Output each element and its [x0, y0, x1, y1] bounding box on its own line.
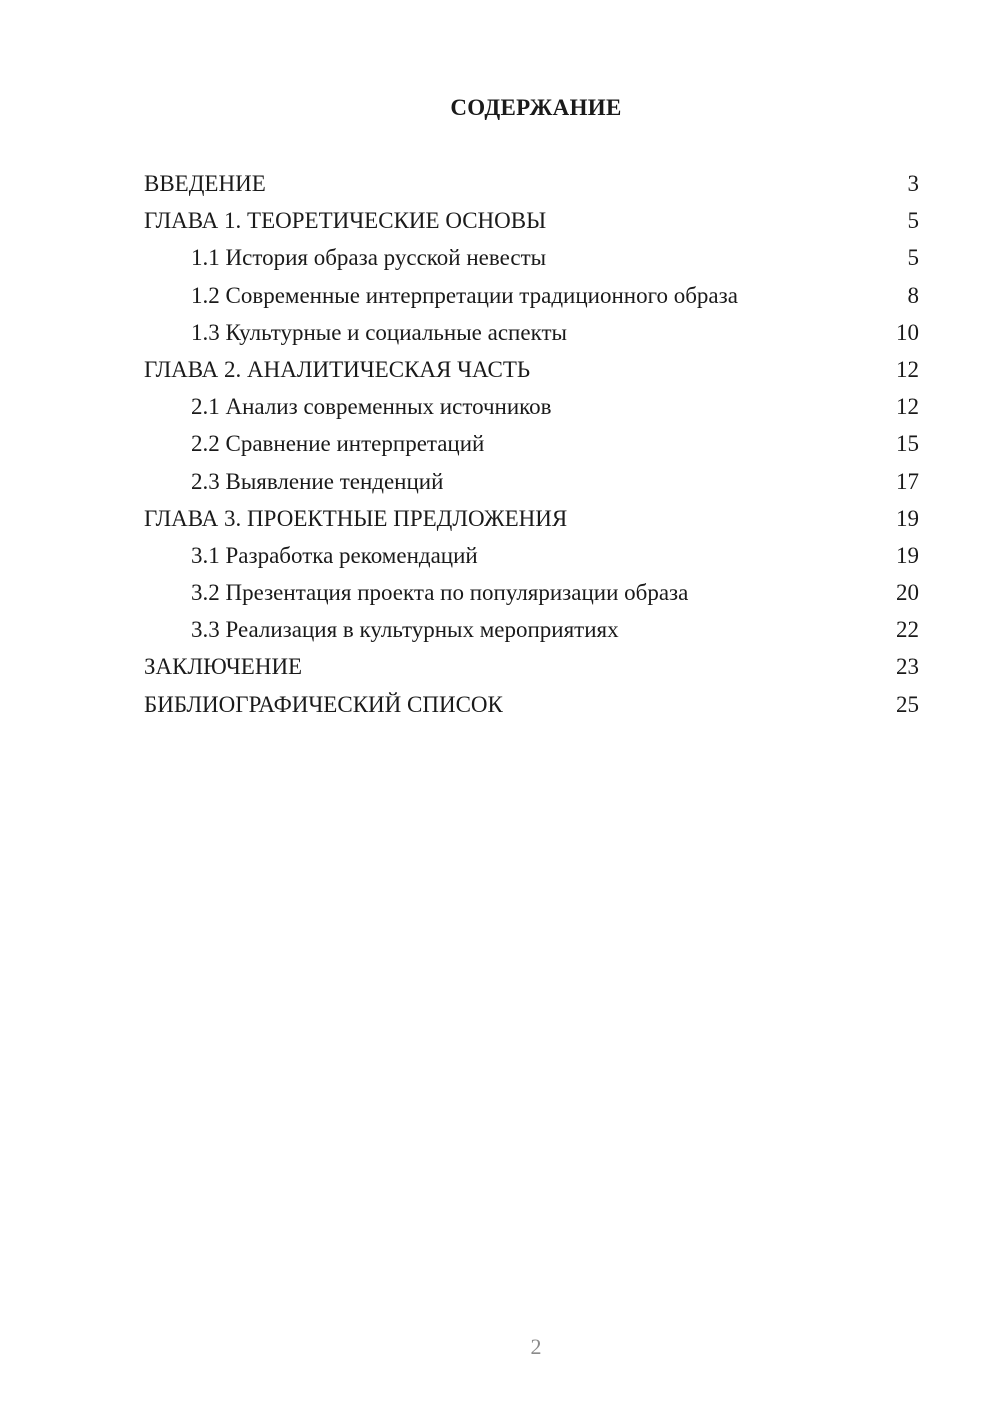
- toc-entry-label: 1.2 Современные интерпретации традиционного образа: [191, 282, 738, 308]
- toc-entry-chapter-1[interactable]: [144, 205, 919, 242]
- toc-entry-page: 12: [896, 394, 919, 420]
- toc-entry-chapter-3[interactable]: [144, 503, 919, 540]
- toc-entry-section-1-1[interactable]: [144, 242, 919, 279]
- toc-entry-page: 8: [907, 282, 919, 308]
- table-of-contents: [144, 168, 919, 726]
- toc-entry-page: 19: [896, 505, 919, 531]
- toc-entry-section-3-2[interactable]: [144, 577, 919, 614]
- toc-entry-label: 1.1 История образа русской невесты: [191, 245, 547, 271]
- toc-title: СОДЕРЖАНИЕ: [450, 95, 622, 120]
- toc-entry-page: 22: [896, 617, 919, 643]
- toc-entry-label: 3.1 Разработка рекомендаций: [191, 542, 478, 568]
- toc-entry-label: ГЛАВА 3. ПРОЕКТНЫЕ ПРЕДЛОЖЕНИЯ: [144, 505, 568, 531]
- toc-entry-section-2-2[interactable]: [144, 428, 919, 465]
- toc-entry-label: 2.1 Анализ современных источников: [191, 394, 552, 420]
- toc-entry-label: БИБЛИОГРАФИЧЕСКИЙ СПИСОК: [144, 691, 503, 717]
- toc-entry-page: 25: [896, 691, 919, 717]
- toc-entry-label: ГЛАВА 1. ТЕОРЕТИЧЕСКИЕ ОСНОВЫ: [144, 208, 547, 234]
- toc-entry-section-1-3[interactable]: [144, 317, 919, 354]
- toc-entry-label: 2.3 Выявление тенденций: [191, 468, 444, 494]
- toc-entry-section-1-2[interactable]: [144, 280, 919, 317]
- toc-entry-introduction[interactable]: [144, 168, 919, 205]
- toc-entry-section-2-3[interactable]: [144, 466, 919, 503]
- toc-entry-page: 19: [896, 542, 919, 568]
- toc-entry-label: ГЛАВА 2. АНАЛИТИЧЕСКАЯ ЧАСТЬ: [144, 356, 531, 382]
- toc-entry-conclusion[interactable]: [144, 651, 919, 688]
- toc-entry-label: ЗАКЛЮЧЕНИЕ: [144, 654, 303, 680]
- toc-entry-section-3-1[interactable]: [144, 540, 919, 577]
- toc-entry-chapter-2[interactable]: [144, 354, 919, 391]
- toc-entry-label: 3.2 Презентация проекта по популяризации образа: [191, 580, 689, 606]
- toc-entry-label: 2.2 Сравнение интерпретаций: [191, 431, 485, 457]
- toc-entry-page: 20: [896, 580, 919, 606]
- toc-entry-page: 23: [896, 654, 919, 680]
- toc-entry-label: 3.3 Реализация в культурных мероприятиях: [191, 617, 619, 643]
- page-number: 2: [530, 1334, 542, 1359]
- toc-entry-label: 1.3 Культурные и социальные аспекты: [191, 319, 567, 345]
- toc-entry-label: ВВЕДЕНИЕ: [144, 171, 266, 196]
- toc-entry-page: 12: [896, 356, 919, 382]
- toc-entry-page: 5: [907, 245, 919, 271]
- toc-entry-page: 10: [896, 319, 919, 345]
- toc-entry-page: 5: [907, 208, 919, 234]
- toc-entry-page: 3: [907, 171, 919, 196]
- toc-entry-bibliography[interactable]: [144, 689, 919, 726]
- toc-entry-page: 15: [896, 431, 919, 457]
- toc-entry-page: 17: [896, 468, 919, 494]
- toc-entry-section-3-3[interactable]: [144, 614, 919, 651]
- toc-entry-section-2-1[interactable]: [144, 391, 919, 428]
